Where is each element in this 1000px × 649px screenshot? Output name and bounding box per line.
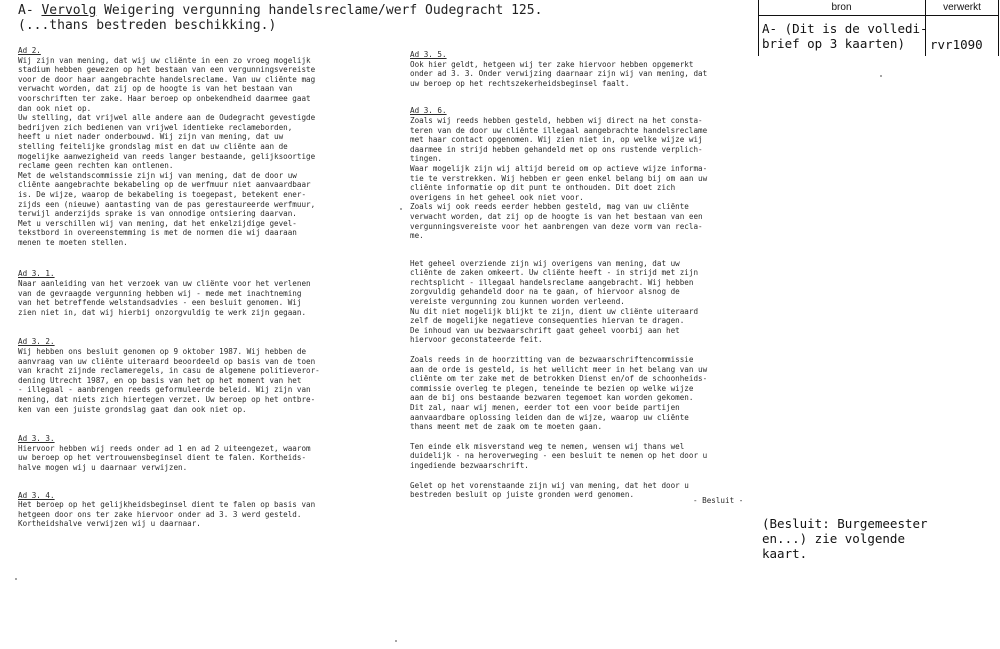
section-heading: Ad 3. 2. xyxy=(18,337,55,347)
header-title: Weigering vergunning handelsreclame/werf Oudegracht 125. xyxy=(96,3,543,18)
text-line: aanvraag van uw cliënte uiteraard beoordeeld op basis van de toen xyxy=(18,356,316,366)
text-line: teren van de door uw cliënte illegaal aangebrachte handelsreclame xyxy=(410,125,708,135)
text-line: terwijl anderzijds sprake is van onnodige ontsiering daarvan. xyxy=(18,209,297,219)
section xyxy=(18,269,393,317)
text-line: vergunningsvereiste voor het aanbrengen van deze vorm van recla- xyxy=(410,221,703,231)
text-line: Het beroep op het gelijkheidsbeginsel dient te falen op basis van xyxy=(18,500,316,510)
text-line: hiervoor geconstateerde feit. xyxy=(410,335,543,345)
section-heading: Ad 2. xyxy=(18,46,41,55)
text-line: stelling feitelijke grondslag mist en dat uw cliënte aan de xyxy=(18,141,288,151)
text-line: zorgvuldig gehandeld door na te gaan, of hiervoor alsnog de xyxy=(410,287,680,297)
text-line: tie te verstrekken. Wij hebben er geen enkel belang bij om aan uw xyxy=(410,173,708,183)
section xyxy=(410,106,780,240)
bron-label: bron xyxy=(831,2,852,13)
section xyxy=(18,337,393,414)
text-line: cliënte om ter zake met de betrokken Dienst en/of de schoonheids- xyxy=(410,374,708,384)
text-line: voorschriften ter zake. Haar beroep op onbekendheid daarmee gaat xyxy=(18,93,311,103)
text-line: hetgeen door ons ter zake hiervoor onder ad 3. 3 werd gesteld. xyxy=(18,509,302,519)
text-line: zelf de mogelijke negatieve consequenties hiervan te dragen. xyxy=(410,316,685,326)
text-line: daarmee in strijd hebben gehandeld met op ons rustende verplich- xyxy=(410,144,703,154)
verwerkt-code: rvr1090 xyxy=(930,37,983,52)
text-line: bedrijven zich bedienen van vrijwel identieke reclameborden, xyxy=(18,122,293,132)
text-line: cliënte de zaken omkeert. Uw cliënte heeft - in strijd met zijn xyxy=(410,268,699,278)
section-heading: Ad 3. 4. xyxy=(18,490,55,500)
text-line: me. xyxy=(410,231,424,241)
text-line: Ook hier geldt, hetgeen wij ter zake hiervoor hebben opgemerkt xyxy=(410,59,694,69)
section xyxy=(18,434,393,472)
text-line: Hiervoor hebben wij reeds onder ad 1 en ad 2 uiteengezet, waarom xyxy=(18,443,311,453)
text-line: Kortheidshalve verwijzen wij u daarnaar. xyxy=(18,519,201,529)
section-heading: Ad 3. 3. xyxy=(18,434,55,444)
text-line: Met de welstandscommissie zijn wij van mening, dat de door uw xyxy=(18,170,297,180)
text-line: van de gevraagde vergunning hebben wij - mede met inachtneming xyxy=(18,288,302,298)
text-line: van het betreffende welstandsadvies - een besluit genomen. Wij xyxy=(18,298,302,308)
text-line: Waar mogelijk zijn wij altijd bereid om op actieve wijze informa- xyxy=(410,163,708,173)
text-line: Naar aanleiding van het verzoek van uw cliënte voor het verlenen xyxy=(18,279,311,289)
text-line: Nu dit niet mogelijk blijkt te zijn, dient uw cliënte uiteraard xyxy=(410,306,699,316)
besluit-note: (Besluit: Burgemeester en...) zie volgende kaart. xyxy=(762,516,928,561)
text-line: Zoals wij reeds hebben gesteld, hebben wij direct na het consta- xyxy=(410,115,703,125)
text-line: De inhoud van uw bezwaarschrift gaat geheel voorbij aan het xyxy=(410,325,680,335)
text-line: mening, dat niets zich hiertegen verzet. Uw beroep op het ontbre- xyxy=(18,395,316,404)
text-line: voor de door haar aangebrachte handelsreclame. Van uw cliënte mag xyxy=(18,74,316,84)
text-line: Het geheel overziende zijn wij overigens van mening, dat uw xyxy=(410,258,680,268)
text-line: cliënte informatie op dit punt te onthouden. Dit doet zich xyxy=(410,183,676,193)
text-line: uw beroep op het rechtszekerheidsbeginsel faalt. xyxy=(410,78,630,88)
text-line: commissie overleg te plegen, teneinde te bezien op welke wijze xyxy=(410,383,694,393)
section-heading: Ad 3. 5. xyxy=(410,50,447,59)
text-line: Dit zal, naar wij menen, eerder tot een voor beide partijen xyxy=(410,403,680,412)
scan-speck xyxy=(880,75,882,77)
text-line: ken van een juiste grondslag gaat dan ook niet op. xyxy=(18,404,247,414)
text-line: Uw stelling, dat vrijwel alle andere aan de Oudegracht gevestigde xyxy=(18,113,316,123)
text-line: aan de bij ons bestaande bezwaren tegemoet kan worden gekomen. xyxy=(410,393,694,403)
text-line: aan de orde is gesteld, is het wellicht meer in het belang van uw xyxy=(410,364,708,374)
text-line: uw beroep op het vertrouwensbeginsel dient te falen. Kortheids- xyxy=(18,453,307,463)
section xyxy=(410,50,780,88)
paragraph xyxy=(410,442,780,471)
verwerkt-label: verwerkt xyxy=(943,2,981,13)
text-line: vereiste vergunning zou kunnen worden verleend. xyxy=(410,297,625,307)
text-line: is. De wijze, waarop de bekabeling is toegepast, betekent ener- xyxy=(18,189,307,199)
text-line: met haar contact opgenomen. Wij zien niet in, op welke wijze wij xyxy=(410,135,703,145)
text-line: thans meent met de zaak om te moeten gaan. xyxy=(410,422,603,432)
section-heading: Ad 3. 6. xyxy=(410,106,447,116)
text-line: duidelijk - na heroverweging - een besluit te nemen op het door u xyxy=(410,451,708,461)
text-line: heeft u niet nader onderbouwd. Wij zijn van mening, dat uw xyxy=(18,132,284,142)
paragraph xyxy=(410,355,780,432)
text-line: Gelet op het vorenstaande zijn wij van mening, dat het door u xyxy=(410,480,689,490)
text-line: tingen. xyxy=(410,154,443,164)
text-line: verwacht worden, dat zij op de hoogte is van het bestaan van xyxy=(18,84,293,94)
text-line: bestreden besluit op juiste gronden werd genomen. xyxy=(410,490,635,500)
left-column xyxy=(18,46,393,529)
text-line: halve mogen wij u daarnaar verwijzen. xyxy=(18,462,188,472)
bron-note: A- (Dit is de volledi- brief op 3 kaarten) xyxy=(762,21,928,51)
text-line: tekstbord in overeenstemming is met de normen die wij daaraan xyxy=(18,228,297,238)
scan-speck xyxy=(395,640,397,642)
text-line: cliënte aangebrachte bekabeling op de werfmuur niet aanvaardbaar xyxy=(18,180,311,190)
text-line: zijds een (nieuwe) aantasting van de pas gerestaureerde werfmuur, xyxy=(18,199,316,209)
text-line: ingediende bezwaarschrift. xyxy=(410,460,529,470)
right-column xyxy=(410,50,780,510)
panel-head-rule xyxy=(758,15,999,16)
scan-speck xyxy=(400,208,402,210)
text-line: dening Utrecht 1987, en op basis van het op het moment van het xyxy=(18,375,302,385)
section-heading: Ad 3. 1. xyxy=(18,269,55,279)
text-line: dan ook niet op. xyxy=(18,103,92,113)
text-line: zien niet in, dat wij hierbij onzorgvuldig te werk zijn gegaan. xyxy=(18,307,307,317)
text-line: Ten einde elk misverstand weg te nemen, wensen wij thans wel xyxy=(410,441,685,451)
header-vervolg: Vervolg xyxy=(41,3,97,18)
section xyxy=(18,491,393,529)
scan-speck xyxy=(15,578,17,580)
text-line: Wij hebben ons besluit genomen op 9 oktober 1987. Wij hebben de xyxy=(18,347,307,357)
text-line: rechtsplicht - illegaal handelsreclame aangebracht. Wij hebben xyxy=(410,277,694,287)
text-line: verwacht worden, dat zij op de hoogte is van het bestaan van een xyxy=(410,211,703,221)
text-line: aanvaardbare oplossing leiden dan de wijze, waarop uw cliënte xyxy=(410,412,689,422)
paragraph xyxy=(410,259,780,345)
header-subtitle: (...thans bestreden beschikking.) xyxy=(18,18,277,33)
text-line: reclame geen rechten kan ontlenen. xyxy=(18,161,174,171)
document-header xyxy=(18,3,542,33)
text-line: Zoals reeds in de hoorzitting van de bezwaarschriftencommissie xyxy=(410,355,694,365)
text-line: onder ad 3. 3. Onder verwijzing daarnaar zijn wij van mening, dat xyxy=(410,69,708,79)
text-line: Wij zijn van mening, dat wij uw cliënte in een zo vroeg mogelijk xyxy=(18,55,311,65)
text-line: overigens in het geheel ook niet voor. xyxy=(410,192,584,202)
text-line: van kracht zijnde reclameregels, in casu de algemene politieveror- xyxy=(18,366,320,376)
header-prefix: A- xyxy=(18,3,42,18)
text-line: mogelijke aanwezigheid van reeds langer bestaande, gelijksoortige xyxy=(18,151,316,161)
text-line: - illegaal - aanbrengen reeds geformuleerde beleid. Wij zijn van xyxy=(18,385,311,395)
text-line: Met u verschillen wij van mening, dat het enkelzijdige gevel- xyxy=(18,218,297,228)
section xyxy=(18,46,393,247)
besluit-marker: - Besluit - xyxy=(693,496,744,505)
text-line: menen te moeten stellen. xyxy=(18,237,128,247)
text-line: stadium hebben gewezen op het bestaan van een vergunningsvereiste xyxy=(18,65,316,75)
text-line: Zoals wij ook reeds eerder hebben gesteld, mag van uw cliënte xyxy=(410,202,689,212)
